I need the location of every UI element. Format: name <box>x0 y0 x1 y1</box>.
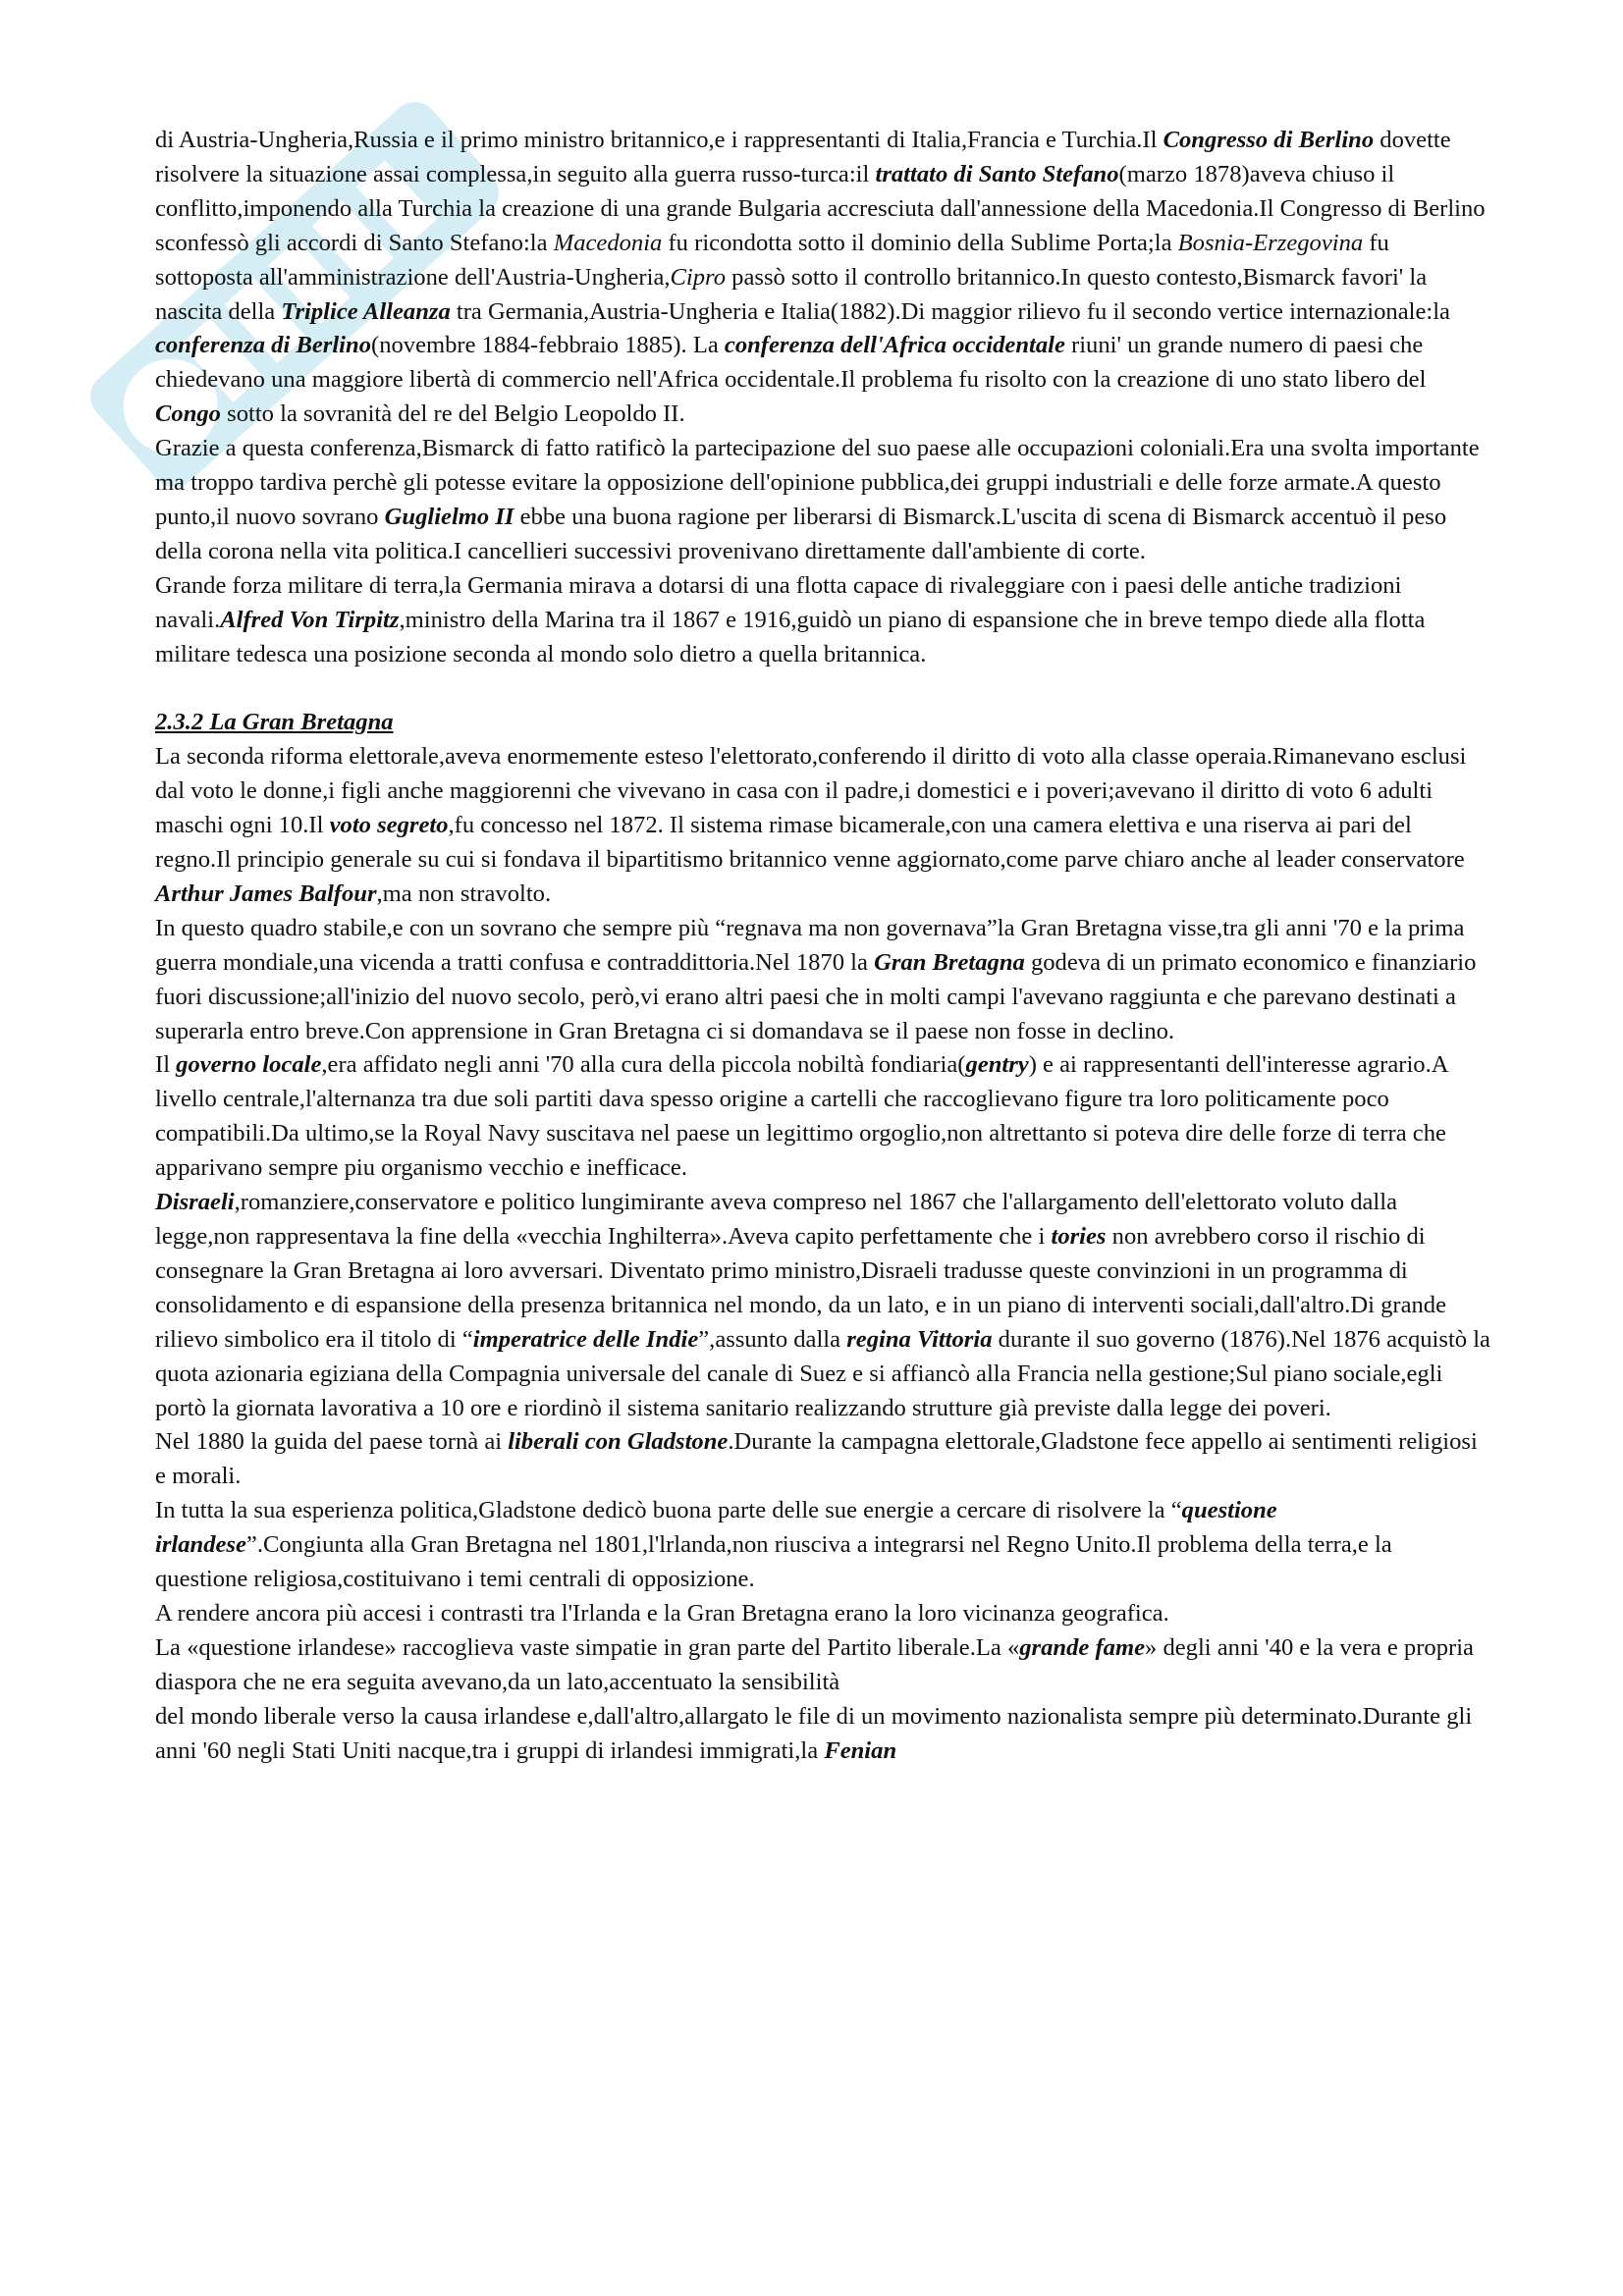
text-run: ,era affidato negli anni '70 alla cura della piccola nobiltà fondiaria( <box>321 1051 966 1079</box>
text-run: ) e ai rappresentanti dell'interesse agrario.A livello centrale,l'alternanza tra due soli partiti dava spesso origine a cartelli che raccoglievano figure tra loro politicamente poco compatibili.Da ultimo,se la Royal Navy suscitava nel paese un legittimo orgoglio,non altrettanto si poteva dire delle forze di terra che apparivano sempre piu organismo vecchio e inefficace. <box>155 1051 1448 1182</box>
text-run: La seconda riforma elettorale,aveva enormemente esteso l'elettorato,conferendo il diritto di voto alla classe operaia.Rimanevano esclusi dal voto le donne,i figli anche maggiorenni che vivevano in casa con il padre,i domestici e i poveri;avevano il diritto di voto 6 adulti maschi ogni 10.Il <box>155 743 1467 839</box>
text-run: (novembre 1884-febbraio 1885). La <box>371 332 725 359</box>
emphasis-text: Triplice Alleanza <box>281 297 451 325</box>
emphasis-text: liberali con Gladstone <box>508 1428 729 1456</box>
text-run: ”.Congiunta alla Gran Bretagna nel 1801,l'lrlanda,non riusciva a integrarsi nel Regno Unito.Il problema della terra,e la questione religiosa,costituivano i temi centrali di opposizione. <box>155 1531 1392 1593</box>
text-run: In tutta la sua esperienza politica,Gladstone dedicò buona parte delle sue energie a cercare di risolvere la “ <box>155 1497 1182 1524</box>
emphasis-text: Congo <box>155 400 221 428</box>
text-run: Grande forza militare di terra,la Germania mirava a dotarsi di una flotta capace di rivaleggiare con i paesi delle antiche tradizioni navali. <box>155 571 1402 633</box>
paragraph <box>155 1494 1490 1597</box>
text-run: (marzo 1878)aveva chiuso il conflitto,imponendo alla Turchia la creazione di una grande Bulgaria accresciuta dall'annessione della Macedonia.Il Congresso di Berlino sconfessò gli accordi di Santo Stefano:la <box>155 160 1486 256</box>
text-run: fu ricondotta sotto il dominio della Sublime Porta;la <box>662 229 1178 256</box>
text-run: non avrebbero corso il rischio di consegnare la Gran Bretagna ai loro avversari. Diventato primo ministro,Disraeli tradusse queste convinzioni in un programma di consolidamento e di espansione della presenza britannica nel mondo, da un lato, e in un piano di interventi sociali,dall'altro.Di grande rilievo simbolico era il titolo di “ <box>155 1222 1447 1353</box>
paragraph <box>155 912 1490 1049</box>
text-run: Il <box>155 1051 177 1079</box>
paragraph <box>155 1700 1490 1769</box>
emphasis-text: Alfred Von Tirpitz <box>220 606 400 633</box>
text-run: riuni' un grande numero di paesi che chiedevano una maggiore libertà di commercio nell'Africa occidentale.Il problema fu risolto con la creazione di uno stato libero del <box>155 332 1427 394</box>
emphasis-text: tories <box>1051 1222 1107 1250</box>
emphasis-text: gentry <box>965 1051 1029 1079</box>
text-run: dovette risolvere la situazione assai complessa,in seguito alla guerra russo-turca:il <box>155 127 1451 187</box>
text-run: ,ministro della Marina tra il 1867 e 1916,guidò un piano di espansione che in breve tempo diede alla flotta militare tedesca una posizione seconda al mondo solo dietro a quella britannica. <box>155 606 1426 667</box>
text-run: La «questione irlandese» raccoglieva vaste simpatie in gran parte del Partito liberale.La « <box>155 1633 1020 1661</box>
text-run: godeva di un primato economico e finanziario fuori discussione;all'inizio del nuovo secolo, però,vi erano altri paesi che in molti campi l'avevano raggiunta e che parevano destinati a superarla entro breve.Con apprensione in Gran Bretagna ci si domandava se il paese non fosse in declino. <box>155 948 1477 1044</box>
paragraph-spacer <box>155 672 1490 707</box>
document-body <box>155 124 1490 1768</box>
text-run: ,ma non stravolto. <box>376 880 552 907</box>
emphasis-text: Gran Bretagna <box>874 948 1025 976</box>
paragraph <box>155 740 1490 912</box>
paragraph <box>155 1048 1490 1186</box>
text-run: ,fu concesso nel 1872. Il sistema rimase bicamerale,con una camera elettiva e una riserva ai pari del regno.Il principio generale su cui si fondava il bipartitismo britannico venne aggiornato,come parve chiaro anche al leader conservatore <box>155 812 1465 874</box>
text-run: passò sotto il controllo britannico.In questo contesto,Bismarck favori' la nascita della <box>155 263 1428 325</box>
emphasis-text: questione irlandese <box>155 1497 1277 1559</box>
paragraph <box>155 432 1490 569</box>
text-run: ,romanziere,conservatore e politico lungimirante aveva compreso nel 1867 che l'allargamento dell'elettorato voluto dalla legge,non rappresentava la fine della «vecchia Inghilterra».Aveva capito perfettamente che i <box>155 1189 1397 1250</box>
text-run: Grazie a questa conferenza,Bismarck di fatto ratificò la partecipazione del suo paese alle occupazioni coloniali.Era una svolta importante ma troppo tardiva perchè gli potesse evitare la opposizione dell'opinione pubblica,dei gruppi industriali e delle forze armate.A questo punto,il nuovo sovrano <box>155 435 1480 530</box>
emphasis-text: regina Vittoria <box>846 1325 993 1353</box>
emphasis-text: Congresso di Berlino <box>1163 127 1375 153</box>
emphasis-text: Bosnia-Erzegovina <box>1177 229 1364 256</box>
emphasis-text: imperatrice delle Indie <box>472 1325 699 1353</box>
paragraph <box>155 569 1490 672</box>
emphasis-text: trattato di Santo Stefano <box>875 160 1119 187</box>
paragraph <box>155 1186 1490 1425</box>
text-run: Nel 1880 la guida del paese tornà ai <box>155 1428 509 1456</box>
text-run: di Austria-Ungheria,Russia e il primo ministro britannico,e i rappresentanti di Italia,Francia e Turchia.Il <box>155 127 1163 153</box>
text-run: tra Germania,Austria-Ungheria e Italia(1882).Di maggior rilievo fu il secondo vertice internazionale:la <box>450 297 1450 325</box>
text-run: del mondo liberale verso la causa irlandese e,dall'altro,allargato le file di un movimento nazionalista sempre più determinato.Durante gli anni '60 negli Stati Uniti nacque,tra i gruppi di irlandesi immigrati,la <box>155 1702 1473 1764</box>
text-run: ”,assunto dalla <box>698 1325 847 1353</box>
emphasis-text: Disraeli <box>155 1189 235 1216</box>
emphasis-text: governo locale <box>176 1051 322 1079</box>
emphasis-text: Fenian <box>824 1736 897 1764</box>
emphasis-text: grande fame <box>1019 1633 1145 1661</box>
text-run: » degli anni '40 e la vera e propria diaspora che ne era seguita avevano,da un lato,accentuato la sensibilità <box>155 1633 1474 1695</box>
emphasis-text: conferenza dell'Africa occidentale <box>724 332 1065 359</box>
text-run: .Durante la campagna elettorale,Gladstone fece appello ai sentimenti religiosi e morali. <box>155 1428 1478 1490</box>
text-run: durante il suo governo (1876).Nel 1876 acquistò la quota azionaria egiziana della Compagnia universale del canale di Suez e si affiancò alla Francia nella gestione;Sul piano sociale,egli portò la giornata lavorativa a 10 ore e riordinò il sistema sanitario realizzando strutture già previste dalla legge dei poveri. <box>155 1325 1490 1421</box>
paragraph <box>155 124 1490 432</box>
emphasis-text: voto segreto <box>329 812 449 839</box>
emphasis-text: Arthur James Balfour <box>155 880 377 907</box>
emphasis-text: Guglielmo II <box>384 503 514 530</box>
text-run: fu sottoposta all'amministrazione dell'Austria-Ungheria, <box>155 229 1389 291</box>
text-run: sotto la sovranità del re del Belgio Leopoldo II. <box>220 400 685 428</box>
text-run: ebbe una buona ragione per liberarsi di Bismarck.L'uscita di scena di Bismarck accentuò il peso della corona nella vita politica.I cancellieri successivi provenivano direttamente dall'ambiente di corte. <box>155 503 1447 564</box>
emphasis-text: Cipro <box>670 263 727 291</box>
emphasis-text: Macedonia <box>553 229 663 256</box>
paragraph <box>155 1597 1490 1631</box>
text-run: A rendere ancora più accesi i contrasti tra l'Irlanda e la Gran Bretagna erano la loro vicinanza geografica. <box>155 1599 1169 1627</box>
paragraph <box>155 1631 1490 1700</box>
text-run: In questo quadro stabile,e con un sovrano che sempre più “regnava ma non governava”la Gran Bretagna visse,tra gli anni '70 e la prima guerra mondiale,una vicenda a tratti confusa e contraddittoria.Nel 1870 la <box>155 914 1465 976</box>
paragraph <box>155 1425 1490 1494</box>
section-heading: 2.3.2 La Gran Bretagna <box>155 709 394 736</box>
emphasis-text: conferenza di Berlino <box>155 332 371 359</box>
paragraph <box>155 706 1490 740</box>
